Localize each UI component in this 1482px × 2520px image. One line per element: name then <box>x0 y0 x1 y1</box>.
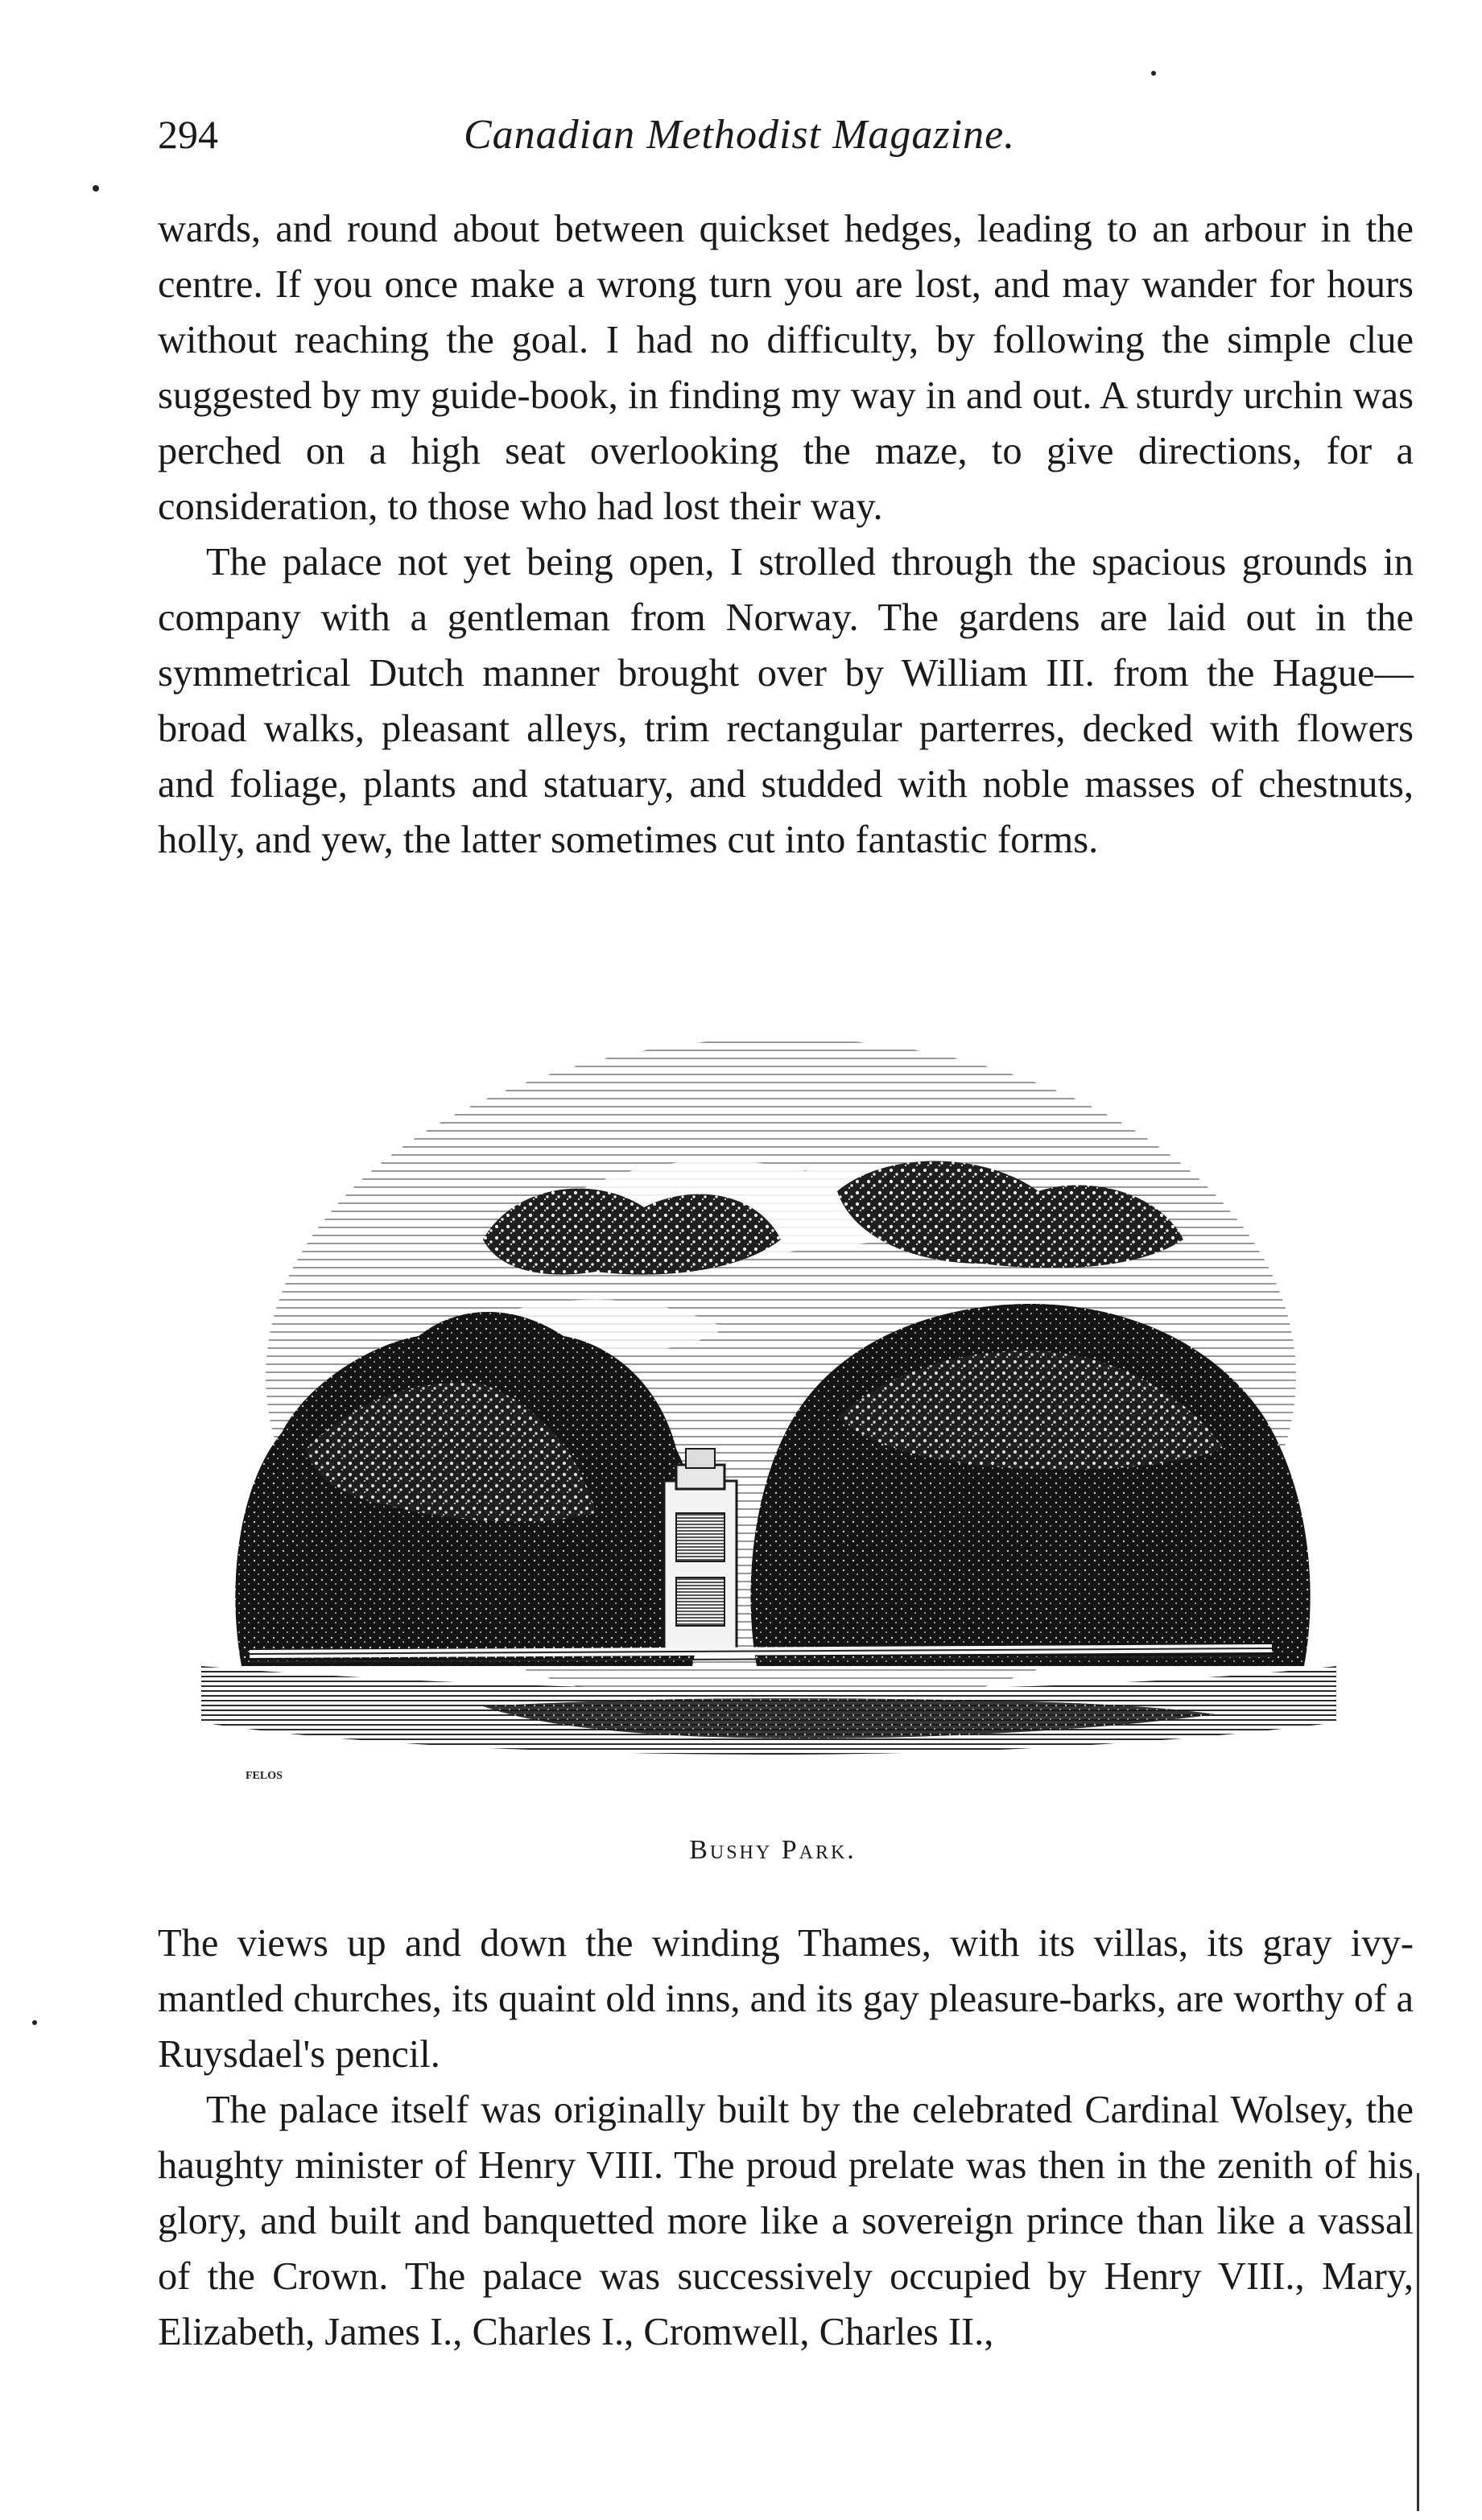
text-block-bottom <box>158 1916 1414 2360</box>
scan-edge-mark <box>1417 2173 1419 2511</box>
scan-speck <box>1151 71 1156 76</box>
distant-trees <box>483 1189 781 1275</box>
paragraph-thames-views: The views up and down the winding Thames, with its villas, its gray ivy-mantled churches, its quaint old inns, and its gay pleasure-barks, are worthy of a Ruysdael's pencil. <box>158 1922 1414 2076</box>
figure-caption: Bushy Park. <box>689 1835 857 1865</box>
scan-speck <box>32 2020 37 2025</box>
text-block-top <box>158 201 1414 868</box>
paragraph-continued: wards, and round about between quickset hedges, leading to an arbour in the centre. If you once make a wrong turn you are lost, and may wander for hours without reaching the goal. I had no difficulty, by following the simple clue suggested by my guide-book, in finding my way in and out. A sturdy urchin was perched on a high seat overlooking the maze, to give directions, for a consideration, to those who had lost their way. <box>158 208 1414 528</box>
running-head <box>158 111 1414 167</box>
paragraph-palace-history: The palace itself was originally built by the celebrated Cardinal Wolsey, the haughty minister of Henry VIII. The proud prelate was then in the zenith of his glory, and built and banquetted more like a sovereign prince than like a vassal of the Crown. The palace was successively occupied by Henry VIII., Mary, Elizabeth, James I., Charles I., Cromwell, Charles II., <box>158 2089 1414 2353</box>
fountain-monument <box>664 1449 737 1650</box>
scan-speck <box>93 185 99 192</box>
engraver-mark: FELOS <box>246 1770 283 1782</box>
engraving-figure <box>145 998 1401 1865</box>
bushy-park-engraving <box>145 998 1401 1803</box>
page-number: 294 <box>158 112 218 157</box>
running-title: Canadian Methodist Magazine. <box>464 112 1016 158</box>
paragraph-palace-grounds: The palace not yet being open, I strolled through the spacious grounds in company with a gentleman from Norway. The gardens are laid out in the symmetrical Dutch manner brought over by William III. from the Hague—broad walks, pleasant alleys, trim rectangular parterres, decked with flowers and foliage, plants and statuary, and studded with noble masses of chestnuts, holly, and yew, the latter sometimes cut into fantastic forms. <box>158 541 1414 861</box>
